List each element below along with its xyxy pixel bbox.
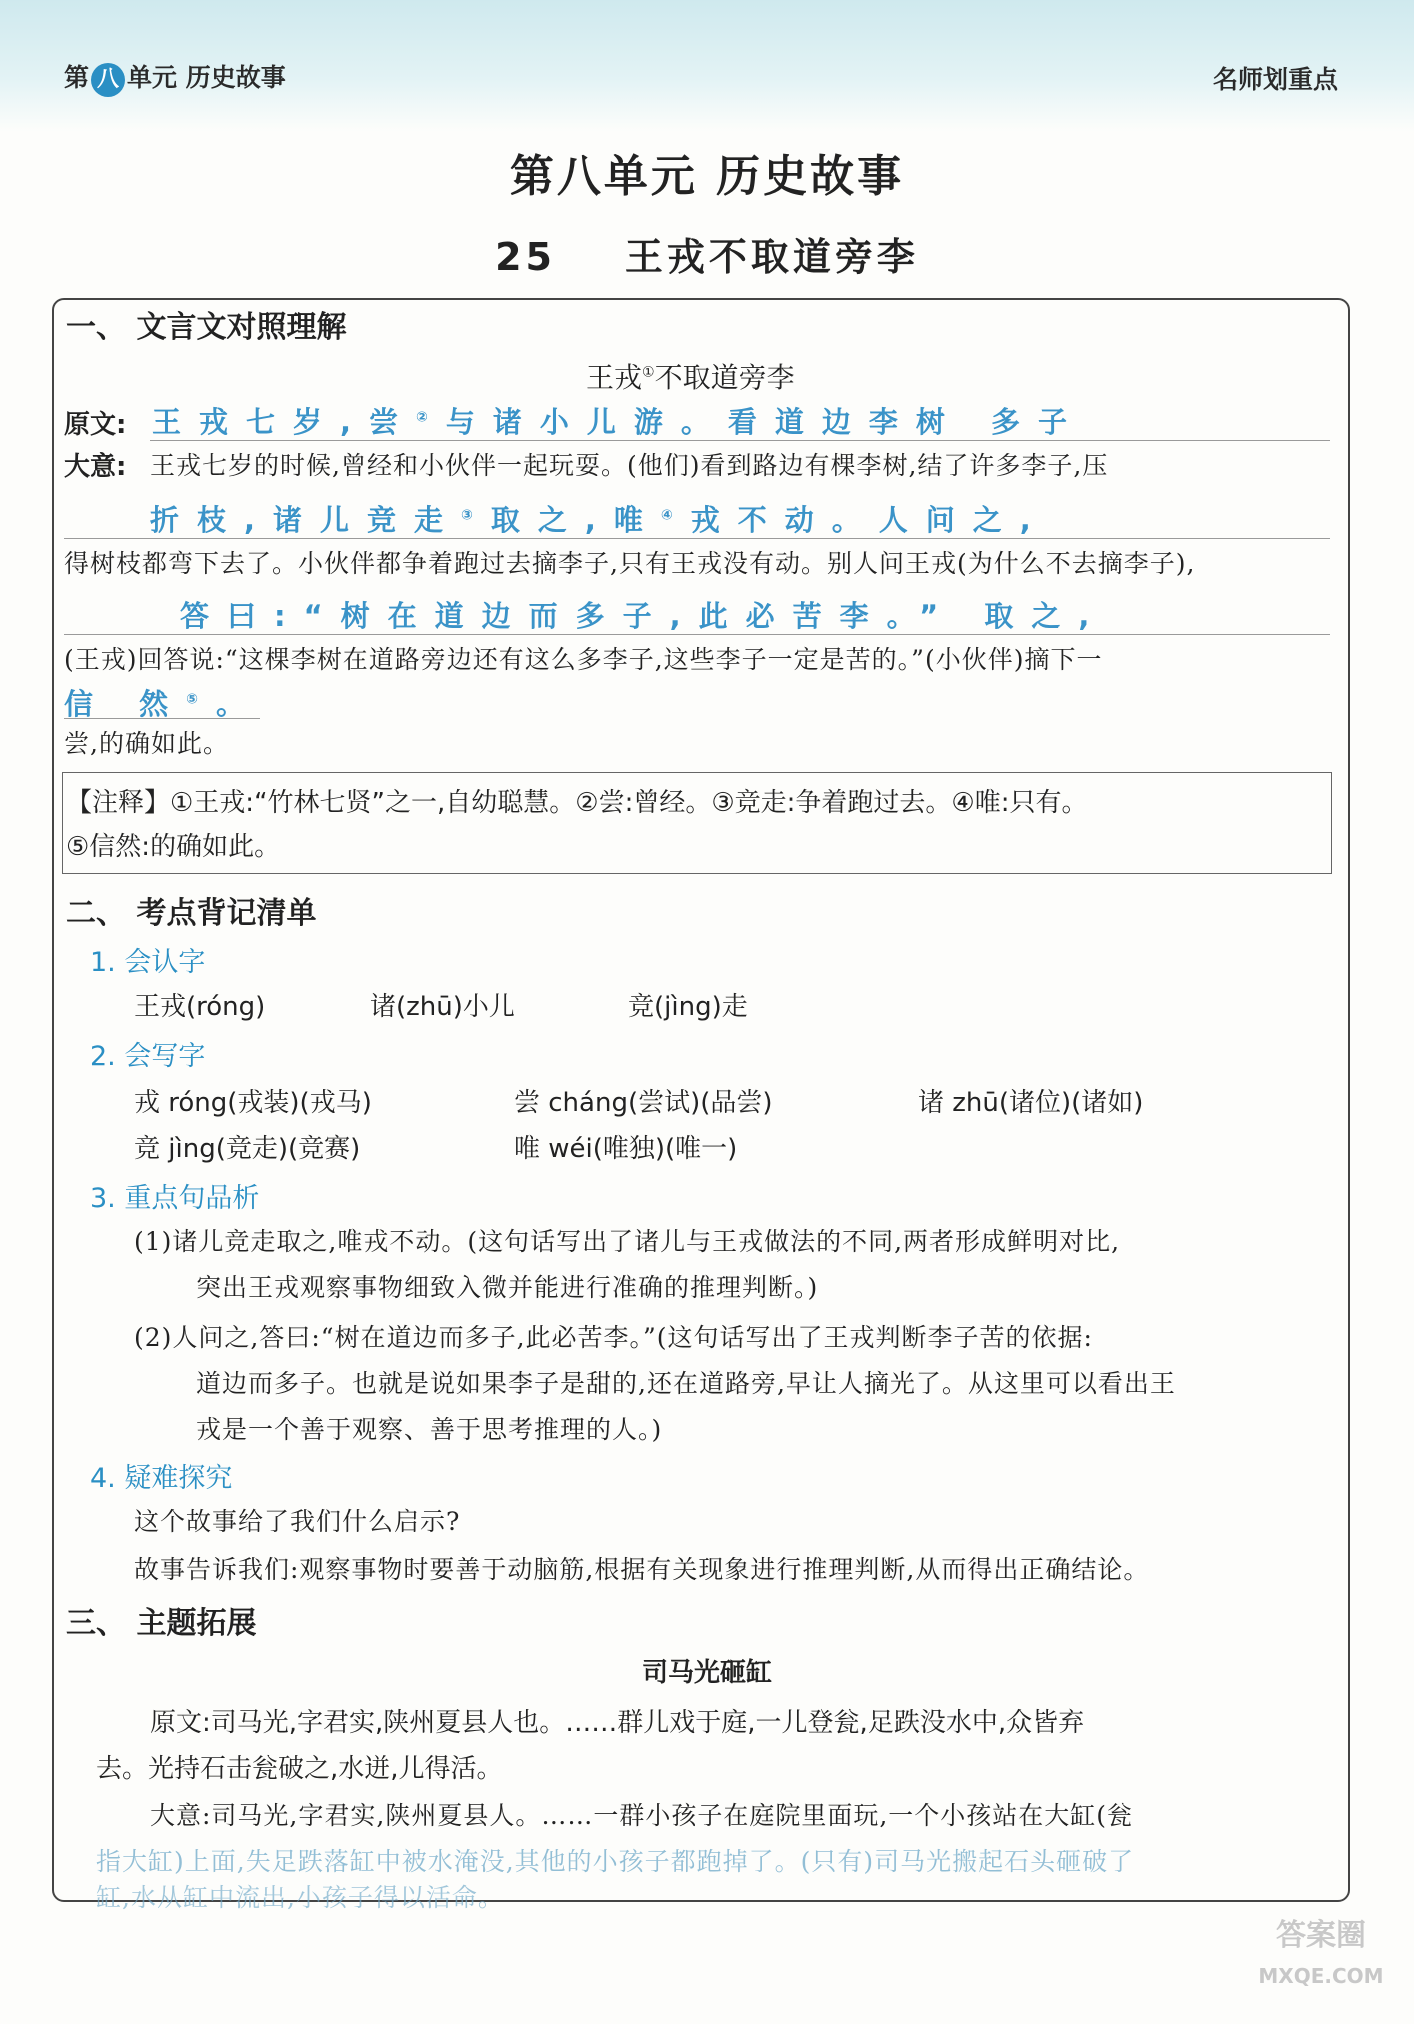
story-yw-line-2: 去。光持石击瓮破之,水迸,儿得活。 [96, 1754, 503, 1784]
analysis-2-line-3: 戎是一个善于观察、善于思考推理的人。) [196, 1415, 663, 1444]
analysis-2-line-2: 道边而多子。也就是说如果李子是甜的,还在道路旁,早让人摘光了。从这里可以看出王 [196, 1369, 1176, 1398]
analysis-1-line-1: (1)诸儿竞走取之,唯戎不动。(这句话写出了诸儿与王戎做法的不同,两者形成鲜明对比, [134, 1227, 1121, 1256]
note-line-1: 【注释】①王戎:“竹林七贤”之一,自幼聪慧。②尝:曾经。③竞走:争着跑过去。④唯:只有。 [66, 788, 1088, 818]
yw-line-1a: 王戎七岁,尝 [152, 405, 417, 439]
story-yw-line-1: 原文:司马光,字君实,陕州夏县人也。……群儿戏于庭,一儿登瓮,足跌没水中,众皆弃 [150, 1708, 1085, 1738]
sub-3-heading: 3. 重点句品析 [90, 1183, 260, 1214]
unit-prefix: 第 [64, 63, 90, 92]
story-dy-line-1: 大意:司马光,字君实,陕州夏县人。……一群小孩子在庭院里面玩,一个小孩站在大缸(瓮 [150, 1801, 1134, 1830]
recognize-item: 竞(jìng)走 [628, 992, 748, 1022]
write-item: 竞 jìng(竞走)(竞赛) [134, 1134, 361, 1164]
yw-line-2a: 折枝,诸儿竞走 [150, 503, 462, 537]
note-line-2: ⑤信然:的确如此。 [66, 832, 281, 862]
yw-line-2 [150, 498, 1049, 539]
dy-line-4: 尝,的确如此。 [64, 729, 229, 758]
yw-line-2-sup2: ④ [660, 507, 691, 524]
dy-line-1: 王戎七岁的时候,曾经和小伙伴一起玩耍。(他们)看到路边有棵李树,结了许多李子,压 [150, 451, 1109, 480]
lesson-number: 25 [495, 235, 556, 279]
yw-label: 原文: [64, 410, 127, 440]
yw-line-1 [152, 400, 1085, 441]
lesson-title [0, 226, 1414, 281]
header-right-label: 名师划重点 [1212, 65, 1338, 94]
unit-title: 第八单元 历史故事 [509, 151, 905, 202]
rule [150, 440, 1330, 441]
rule [64, 634, 1330, 635]
yw-line-1b: 与诸小儿游。看道边李树 多子 [445, 405, 1085, 439]
lesson-name: 王戎不取道旁李 [624, 235, 919, 279]
story-dy-line-2: 指大缸)上面,失足跌落缸中被水淹没,其他的小孩子都跑掉了。(只有)司马光搬起石头砸破了 [96, 1847, 1135, 1876]
explore-question: 这个故事给了我们什么启示? [134, 1507, 461, 1536]
yw-line-1-sup: ② [416, 409, 446, 426]
section-1-heading: 一、 文言文对照理解 [66, 310, 347, 345]
poem-title-sup: ① [642, 364, 655, 381]
dy-label: 大意: [64, 452, 127, 482]
watermark [1246, 1916, 1396, 2022]
recognize-item: 王戎(róng) [134, 992, 266, 1022]
yw-line-4-sup: ⑤ [186, 691, 216, 708]
yw-line-2b: 取之,唯 [490, 503, 661, 537]
yw-line-3: 答曰:“树在道边而多子,此必苦李。” 取之, [180, 599, 1108, 633]
write-item: 戎 róng(戎装)(戎马) [134, 1088, 372, 1118]
sub-1-heading: 1. 会认字 [90, 947, 206, 978]
analysis-1-line-2: 突出王戎观察事物细致入微并能进行准确的推理判断。) [196, 1273, 819, 1302]
rule [64, 538, 1330, 539]
dy-line-3: (王戎)回答说:“这棵李树在道路旁边还有这么多李子,这些李子一定是苦的。”(小伙伴)摘下一 [64, 645, 1103, 674]
poem-title-a: 王戎 [586, 361, 643, 394]
write-item: 尝 cháng(尝试)(品尝) [514, 1088, 773, 1118]
unit-label [64, 58, 286, 97]
yw-line-2c: 戎不动。人问之, [690, 503, 1049, 537]
yw-line-4 [64, 682, 263, 723]
recognize-item: 诸(zhū)小儿 [370, 992, 515, 1022]
page-header [0, 0, 1414, 132]
analysis-2-line-1: (2)人问之,答曰:“树在道边而多子,此必苦李。”(这句话写出了王戎判断李子苦的依据: [134, 1323, 1093, 1352]
explore-answer: 故事告诉我们:观察事物时要善于动脑筋,根据有关现象进行推理判断,从而得出正确结论。 [134, 1555, 1150, 1584]
write-item: 唯 wéi(唯独)(唯一) [514, 1134, 738, 1164]
rule [64, 718, 260, 719]
yw-line-4b: 。 [215, 687, 263, 721]
unit-suffix: 单元 历史故事 [127, 63, 286, 92]
watermark-line-2: MXQE.COM [1258, 1964, 1384, 1988]
poem-title-b: 不取道旁李 [654, 361, 795, 394]
unit-number-badge: 八 [91, 63, 125, 97]
sub-2-heading: 2. 会写字 [90, 1041, 206, 1072]
watermark-line-1: 答案圈 [1276, 1918, 1366, 1953]
story-dy-line-3: 缸,水从缸中流出,小孩子得以活命。 [96, 1883, 504, 1912]
write-item: 诸 zhū(诸位)(诸如) [918, 1088, 1144, 1118]
yw-line-2-sup1: ③ [461, 507, 491, 524]
yw-line-4a: 信 然 [64, 687, 187, 721]
story-title: 司马光砸缸 [641, 1658, 772, 1688]
poem-title [586, 356, 795, 396]
dy-line-2: 得树枝都弯下去了。小伙伴都争着跑过去摘李子,只有王戎没有动。别人问王戎(为什么不去摘李子), [64, 549, 1196, 578]
section-3-heading: 三、 主题拓展 [66, 1606, 257, 1641]
sub-4-heading: 4. 疑难探究 [90, 1463, 233, 1494]
section-2-heading: 二、 考点背记清单 [66, 896, 317, 931]
